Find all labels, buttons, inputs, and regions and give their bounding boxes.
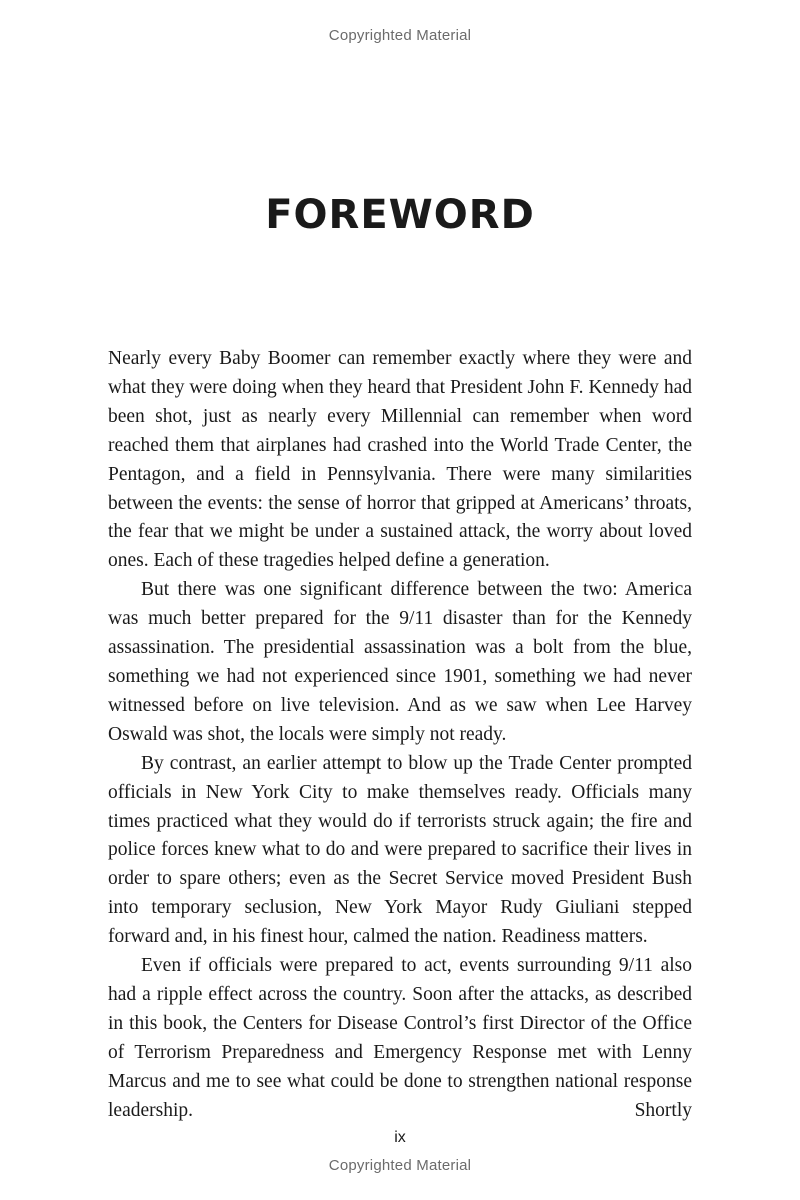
paragraph-4: Even if officials were prepared to act, events surrounding 9/11 also had a ripple effect across the country. Soon after the attacks, as described in this book, the Centers for Disease Control’s first Director of the Office of Terrorism Preparedness and Emergency Response met with Lenny Marcus and me to see what could be done to strengthen national response leadership. Shortly	[108, 955, 692, 1121]
paragraph-3: By contrast, an earlier attempt to blow up the Trade Center prompted officials in New York City to make themselves ready. Officials many times practiced what they would do if terrorists struck again; the fire and police forces knew what to do and were prepared to sacrifice their lives in order to spare others; even as the Secret Service moved President Bush into temporary seclusion, New York Mayor Rudy Giuliani stepped forward and, in his finest hour, calmed the nation. Readiness matters.	[108, 752, 692, 948]
copyright-watermark-bottom: Copyrighted Material	[328, 1157, 472, 1174]
chapter-title: FOREWORD	[265, 192, 535, 238]
page-number: ix	[394, 1129, 406, 1146]
foreword-body	[108, 345, 692, 1125]
copyright-watermark-top: Copyrighted Material	[328, 27, 472, 44]
paragraph-2: But there was one significant difference between the two: America was much better prepared for the 9/11 disaster than for the Kennedy assassination. The presidential assassination was a bolt from the blue, something we had not experienced since 1901, something we had never witnessed before on live television. And as we saw when Lee Harvey Oswald was shot, the locals were simply not ready.	[108, 579, 692, 745]
paragraph-1: Nearly every Baby Boomer can remember exactly where they were and what they were doing when they heard that President John F. Kennedy had been shot, just as nearly every Millennial can remember when word reached them that airplanes had crashed into the World Trade Center, the Pentagon, and a field in Pennsylvania. There were many similarities between the events: the sense of horror that gripped at Americans’ throats, the fear that we might be under a sustained attack, the worry about loved ones. Each of these tragedies helped define a generation.	[108, 348, 692, 572]
